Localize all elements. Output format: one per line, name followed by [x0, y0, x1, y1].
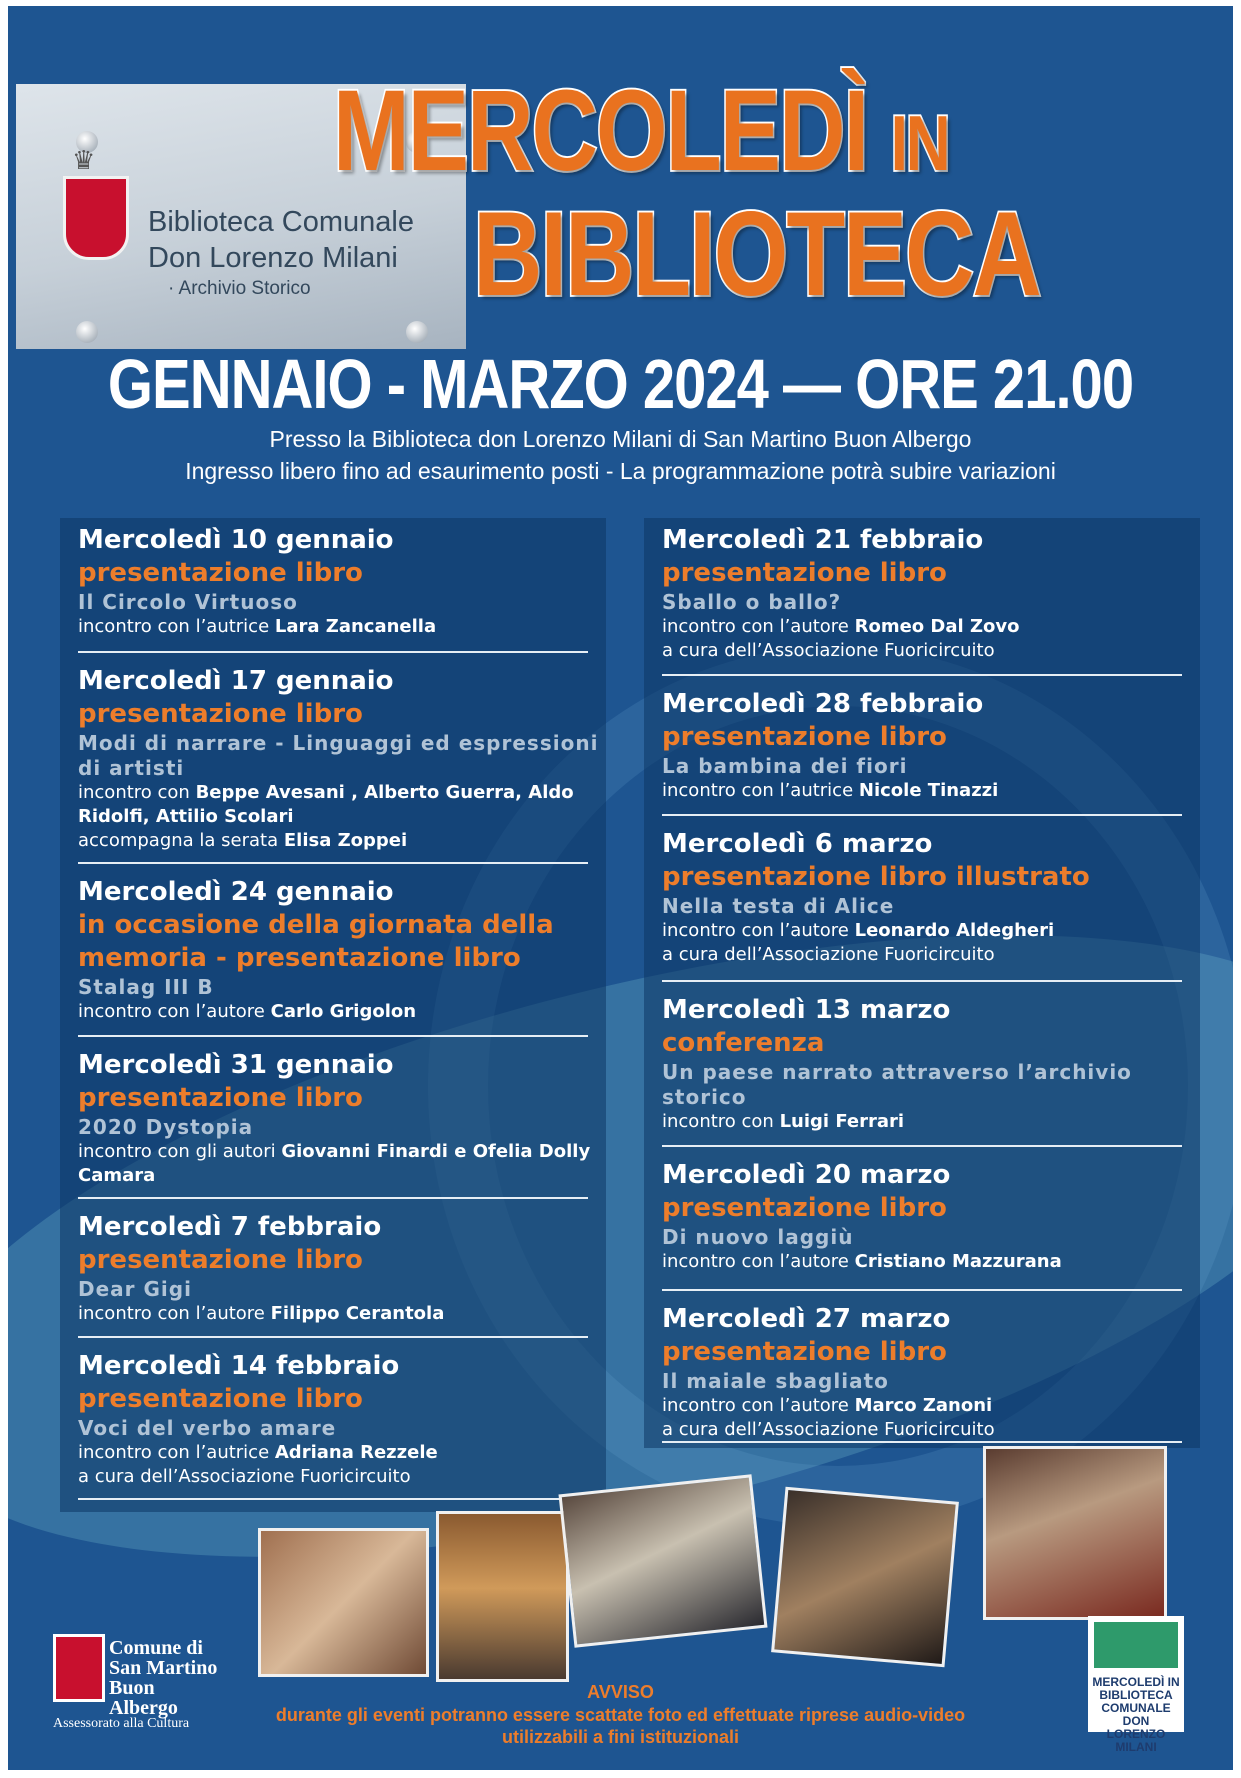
event-speaker: Cristiano Mazzurana — [854, 1251, 1062, 1272]
event-divider — [78, 1498, 588, 1500]
notice-line-2: utilizzabili a fini istituzionali — [501, 1727, 739, 1747]
event-type: presentazione libro — [662, 722, 947, 752]
title-word-in: IN — [890, 101, 949, 188]
event-divider — [78, 1336, 588, 1338]
intro-line-2: Ingresso libero fino ad esaurimento posti - La programmazione potrà subire variazioni — [185, 458, 1056, 484]
event-title: Sballo o ballo? — [662, 590, 842, 614]
event-info: incontro con l’autore Filippo Cerantola — [78, 1303, 445, 1324]
event-type: presentazione libro — [78, 1245, 363, 1275]
event-info: a cura dell’Associazione Fuoricircuito — [662, 1419, 995, 1440]
event-item — [644, 1303, 1200, 1443]
event-info: a cura dell’Associazione Fuoricircuito — [78, 1466, 411, 1487]
event-title: Il maiale sbagliato — [662, 1369, 889, 1393]
date-range: GENNAIO - MARZO 2024 — ORE 21.00 — [107, 345, 1134, 424]
event-info: incontro con l’autrice Nicole Tinazzi — [662, 780, 999, 801]
event-info: a cura dell’Associazione Fuoricircuito — [662, 640, 995, 661]
photo-reading-room — [258, 1528, 429, 1677]
event-divider — [662, 1145, 1182, 1147]
event-info: incontro con l’autore Leonardo Aldegheri — [662, 920, 1055, 941]
intro-line-1: Presso la Biblioteca don Lorenzo Milani di San Martino Buon Albergo — [269, 426, 972, 452]
event-date: Mercoledì 7 febbraio — [78, 1212, 382, 1242]
plaque-line-3: · Archivio Storico — [168, 278, 311, 299]
plaque-line-1: Biblioteca Comunale — [148, 206, 414, 238]
photo-audience — [558, 1474, 767, 1647]
event-type: presentazione libro — [662, 1337, 947, 1367]
notice-line-1: durante gli eventi potranno essere scattate foto ed effettuate riprese audio-video — [275, 1705, 966, 1725]
event-date: Mercoledì 21 febbraio — [662, 525, 984, 555]
event-item — [60, 1049, 606, 1199]
event-speaker: Marco Zanoni — [854, 1395, 993, 1416]
event-type: presentazione libro — [78, 558, 363, 588]
photo-staircase — [436, 1511, 569, 1682]
event-title: Nella testa di Alice — [662, 894, 895, 918]
event-date: Mercoledì 14 febbraio — [78, 1351, 400, 1381]
event-title: Di nuovo laggiù — [662, 1225, 854, 1249]
event-info: incontro con gli autori Giovanni Finardi e Ofelia Dolly Camara — [78, 1141, 591, 1186]
event-info: incontro con l’autore Marco Zanoni — [662, 1395, 993, 1416]
event-logo-text: MERCOLEDÌ IN BIBLIOTECA COMUNALE DON LORENZO MILANI — [1092, 1675, 1180, 1754]
photo-library-stairs — [771, 1487, 959, 1668]
event-type: presentazione libro illustrato — [662, 862, 1090, 892]
event-date: Mercoledì 13 marzo — [662, 995, 951, 1025]
event-divider — [662, 1441, 1182, 1443]
events-column-left — [60, 518, 606, 1512]
page-title-line-2: BIBLIOTECA — [473, 187, 1040, 321]
event-item — [644, 524, 1200, 676]
photo-presentation — [983, 1446, 1167, 1620]
crown-icon: ♛ — [72, 146, 96, 176]
event-divider — [662, 814, 1182, 816]
event-speaker: Romeo Dal Zovo — [854, 616, 1020, 637]
event-item — [644, 828, 1200, 982]
event-divider — [662, 980, 1182, 982]
event-type: in occasione della giornata della memoria - presentazione libro — [78, 910, 554, 973]
notice-title: AVVISO — [587, 1682, 654, 1702]
event-info: incontro con l’autrice Adriana Rezzele — [78, 1442, 438, 1463]
event-speaker: Luigi Ferrari — [779, 1111, 905, 1132]
page-title-line-1 — [333, 66, 949, 197]
event-date: Mercoledì 17 gennaio — [78, 666, 394, 696]
event-speaker: Giovanni Finardi e Ofelia Dolly Camara — [78, 1141, 591, 1186]
event-title: Un paese narrato attraverso l’archivio storico — [662, 1060, 1132, 1109]
event-title: Voci del verbo amare — [78, 1416, 337, 1440]
event-title: 2020 Dystopia — [78, 1115, 254, 1139]
event-date: Mercoledì 31 gennaio — [78, 1050, 394, 1080]
event-item — [644, 688, 1200, 816]
plaque-title — [148, 204, 414, 276]
events-column-right — [644, 518, 1200, 1448]
event-date: Mercoledì 10 gennaio — [78, 525, 394, 555]
event-date: Mercoledì 6 marzo — [662, 829, 933, 859]
event-info: incontro con l’autrice Lara Zancanella — [78, 616, 437, 637]
event-title: La bambina dei fiori — [662, 754, 908, 778]
event-info: a cura dell’Associazione Fuoricircuito — [662, 944, 995, 965]
comune-name: Comune di San Martino Buon Albergo — [109, 1637, 218, 1719]
title-word-mercoledi: MERCOLEDÌ — [333, 67, 867, 195]
event-divider — [78, 651, 588, 653]
coat-of-arms-icon — [63, 176, 129, 260]
event-type: presentazione libro — [662, 558, 947, 588]
plaque-line-2: Don Lorenzo Milani — [148, 242, 398, 274]
event-divider — [78, 1035, 588, 1037]
event-type: presentazione libro — [78, 1384, 363, 1414]
event-item — [60, 665, 606, 864]
event-item — [644, 994, 1200, 1147]
event-title: Modi di narrare - Linguaggi ed espressioni di artisti — [78, 731, 599, 780]
event-speaker: Filippo Cerantola — [270, 1303, 445, 1324]
event-item — [60, 524, 606, 653]
event-speaker: Elisa Zoppei — [283, 830, 408, 851]
logo-figure-icon — [1094, 1622, 1178, 1668]
event-speaker: Carlo Grigolon — [270, 1001, 417, 1022]
event-item — [644, 1159, 1200, 1291]
event-type: presentazione libro — [662, 1193, 947, 1223]
event-date: Mercoledì 27 marzo — [662, 1304, 951, 1334]
event-info: incontro con l’autore Romeo Dal Zovo — [662, 616, 1020, 637]
assessorato: Assessorato alla Cultura — [53, 1716, 190, 1731]
event-speaker: Lara Zancanella — [274, 616, 437, 637]
event-speaker: Adriana Rezzele — [274, 1442, 438, 1463]
event-date: Mercoledì 24 gennaio — [78, 877, 394, 907]
event-title: Il Circolo Virtuoso — [78, 590, 298, 614]
event-divider — [78, 862, 588, 864]
event-info: incontro con l’autore Cristiano Mazzurana — [662, 1251, 1062, 1272]
screw-icon — [76, 321, 98, 343]
event-title: Dear Gigi — [78, 1277, 192, 1301]
event-info: accompagna la serata Elisa Zoppei — [78, 830, 408, 851]
event-divider — [662, 674, 1182, 676]
event-info: incontro con Luigi Ferrari — [662, 1111, 905, 1132]
event-divider — [662, 1289, 1182, 1291]
event-speaker: Beppe Avesani , Alberto Guerra, Aldo Ridolfi, Attilio Scolari — [78, 782, 574, 827]
event-info: incontro con Beppe Avesani , Alberto Guerra, Aldo Ridolfi, Attilio Scolari — [78, 782, 574, 827]
event-type: presentazione libro — [78, 699, 363, 729]
event-date: Mercoledì 20 marzo — [662, 1160, 951, 1190]
event-item — [60, 876, 606, 1037]
event-type: presentazione libro — [78, 1083, 363, 1113]
event-divider — [78, 1197, 588, 1199]
event-speaker: Leonardo Aldegheri — [854, 920, 1055, 941]
screw-icon — [406, 321, 428, 343]
event-type: conferenza — [662, 1028, 825, 1058]
event-item — [60, 1350, 606, 1500]
event-title: Stalag III B — [78, 975, 214, 999]
event-item — [60, 1211, 606, 1338]
poster — [8, 6, 1233, 1770]
event-speaker: Nicole Tinazzi — [858, 780, 999, 801]
event-date: Mercoledì 28 febbraio — [662, 689, 984, 719]
event-info: incontro con l’autore Carlo Grigolon — [78, 1001, 417, 1022]
